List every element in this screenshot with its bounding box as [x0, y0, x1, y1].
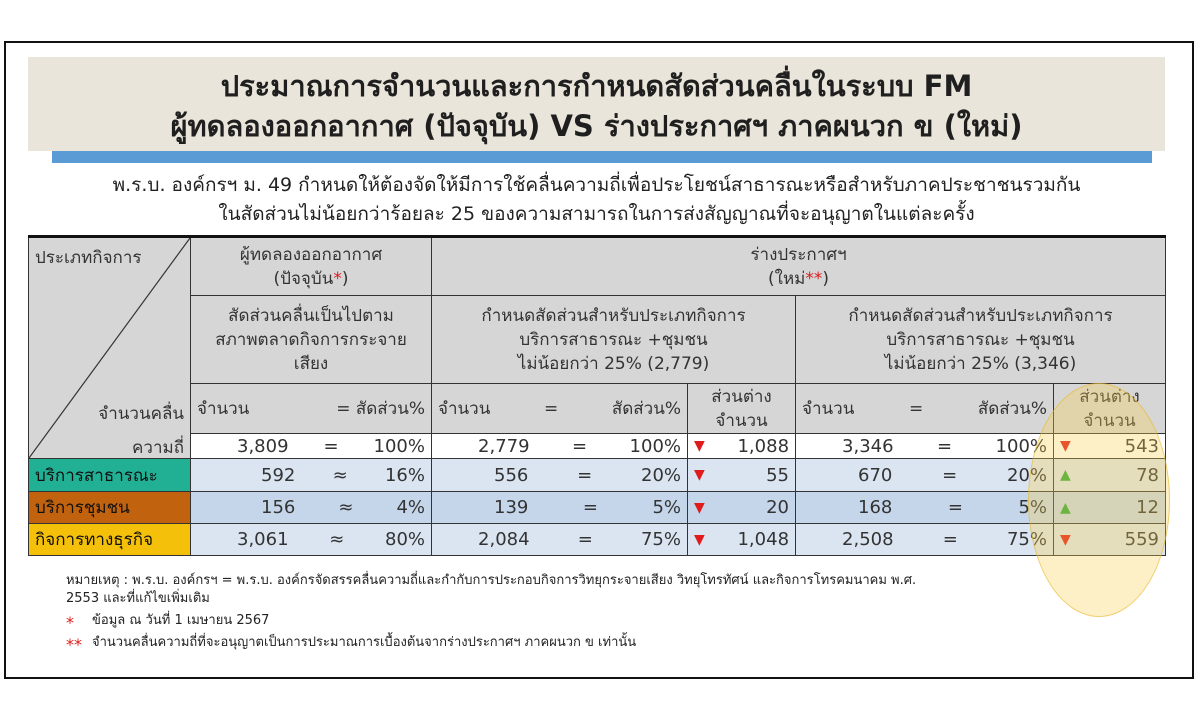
cell-new1-total: 2,779 = 100%	[432, 434, 688, 459]
cell-current-community: 156 ≈ 4%	[191, 492, 432, 524]
subheader-current: สัดส่วนคลื่นเป็นไปตาม สภาพตลาดกิจการกระจาย เสียง	[191, 296, 432, 384]
up-arrow-icon: ▲	[1060, 467, 1071, 483]
down-arrow-icon: ▼	[1060, 438, 1071, 454]
footnotes	[66, 572, 1156, 652]
down-arrow-icon: ▼	[694, 499, 705, 516]
cell-diff1-business: ▼ 1,048	[688, 524, 796, 556]
col-header-diff-1: ส่วนต่าง จำนวน	[688, 384, 796, 434]
down-arrow-icon: ▼	[694, 438, 705, 454]
cell-new1-community: 139 = 5%	[432, 492, 688, 524]
cell-new1-public: 556 = 20%	[432, 459, 688, 492]
corner-label-frequency-1: จำนวนคลื่น	[98, 404, 184, 424]
group-new-label: ร่างประกาศฯ	[750, 244, 847, 265]
up-arrow-icon: ▲	[1060, 499, 1071, 516]
subheader-new-1: กำหนดสัดส่วนสำหรับประเภทกิจการ บริการสาธารณะ +ชุมชน ไม่น้อยกว่า 25% (2,779)	[432, 296, 796, 384]
col-header-diff-2: ส่วนต่าง จำนวน	[1054, 384, 1166, 434]
cell-new2-community: 168 = 5%	[796, 492, 1054, 524]
cell-diff2-public: ▲ 78	[1054, 459, 1166, 492]
corner-header-cell	[29, 237, 191, 459]
note-line-2: 2553 และที่แก้ไขเพิ่มเติม	[66, 591, 210, 606]
cell-diff2-business: ▼ 559	[1054, 524, 1166, 556]
corner-label-business-type: ประเภทกิจการ	[35, 248, 142, 268]
group-current-sub: (ปัจจุบัน*)	[273, 268, 349, 289]
cell-diff2-total: ▼ 543	[1054, 434, 1166, 459]
corner-label-frequency-2: ความถี่	[132, 438, 184, 458]
table-row-total	[29, 434, 1166, 459]
col-header-new-2: จำนวน = สัดส่วน%	[796, 384, 1054, 434]
down-arrow-icon: ▼	[694, 467, 705, 483]
title-line-2: ผู้ทดลองออกอากาศ (ปัจจุบัน) VS ร่างประกาศฯ ภาคผนวก ข (ใหม่)	[170, 109, 1023, 143]
note-line-1: หมายเหตุ : พ.ร.บ. องค์กรฯ = พ.ร.บ. องค์กรจัดสรรคลื่นความถี่และกำกับการประกอบกิจการวิทยุกระจายเสียง วิทยุโทรทัศน์ และกิจการโทรคมนาคม พ.ศ.	[66, 573, 917, 588]
cell-diff2-community: ▲ 12	[1054, 492, 1166, 524]
note-star2: ** จำนวนคลื่นความถี่ที่จะอนุญาตเป็นการประมาณการเบื้องต้นจากร่างประกาศฯ ภาคผนวก ข เท่านั้น	[66, 635, 637, 654]
cell-current-public: 592 ≈ 16%	[191, 459, 432, 492]
cell-new2-total: 3,346 = 100%	[796, 434, 1054, 459]
cell-current-total: 3,809 = 100%	[191, 434, 432, 459]
intro-line-1: พ.ร.บ. องค์กรฯ ม. 49 กำหนดให้ต้องจัดให้มีการใช้คลื่นความถี่เพื่อประโยชน์สาธารณะหรือสำหรับภาคประชาชนรวมกัน	[112, 174, 1081, 196]
down-arrow-icon: ▼	[694, 531, 705, 548]
row-label-business: กิจการทางธุรกิจ	[29, 524, 191, 556]
title-underline-bar	[52, 151, 1152, 163]
cell-new2-business: 2,508 = 75%	[796, 524, 1054, 556]
table-row-community	[29, 492, 1166, 524]
cell-diff1-public: ▼ 55	[688, 459, 796, 492]
star2-marker: **	[66, 635, 82, 654]
table-row-public	[29, 459, 1166, 492]
comparison-table	[28, 235, 1166, 556]
row-label-community-service: บริการชุมชน	[29, 492, 191, 524]
note-star1: * ข้อมูล ณ วันที่ 1 เมษายน 2567	[66, 613, 270, 632]
col-header-current: จำนวน = สัดส่วน%	[191, 384, 432, 434]
cell-new2-public: 670 = 20%	[796, 459, 1054, 492]
subheader-new-2: กำหนดสัดส่วนสำหรับประเภทกิจการ บริการสาธารณะ +ชุมชน ไม่น้อยกว่า 25% (3,346)	[796, 296, 1166, 384]
table-row-business	[29, 524, 1166, 556]
intro-line-2: ในสัดส่วนไม่น้อยกว่าร้อยละ 25 ของความสามารถในการส่งสัญญาณที่จะอนุญาตในแต่ละครั้ง	[218, 203, 975, 225]
cell-diff1-community: ▼ 20	[688, 492, 796, 524]
title-banner	[28, 57, 1165, 151]
cell-current-business: 3,061 ≈ 80%	[191, 524, 432, 556]
cell-new1-business: 2,084 = 75%	[432, 524, 688, 556]
row-label-public-service: บริการสาธารณะ	[29, 459, 191, 492]
col-header-new-1: จำนวน = สัดส่วน%	[432, 384, 688, 434]
down-arrow-icon: ▼	[1060, 531, 1071, 548]
group-current-label: ผู้ทดลองออกอากาศ	[239, 244, 383, 265]
group-new-sub: (ใหม่**)	[768, 268, 830, 289]
cell-diff1-total: ▼ 1,088	[688, 434, 796, 459]
group-header-current	[191, 237, 432, 296]
star1-marker: *	[66, 613, 74, 632]
title-line-1: ประมาณการจำนวนและการกำหนดสัดส่วนคลื่นในระบบ FM	[220, 69, 973, 103]
group-header-new	[432, 237, 1166, 296]
